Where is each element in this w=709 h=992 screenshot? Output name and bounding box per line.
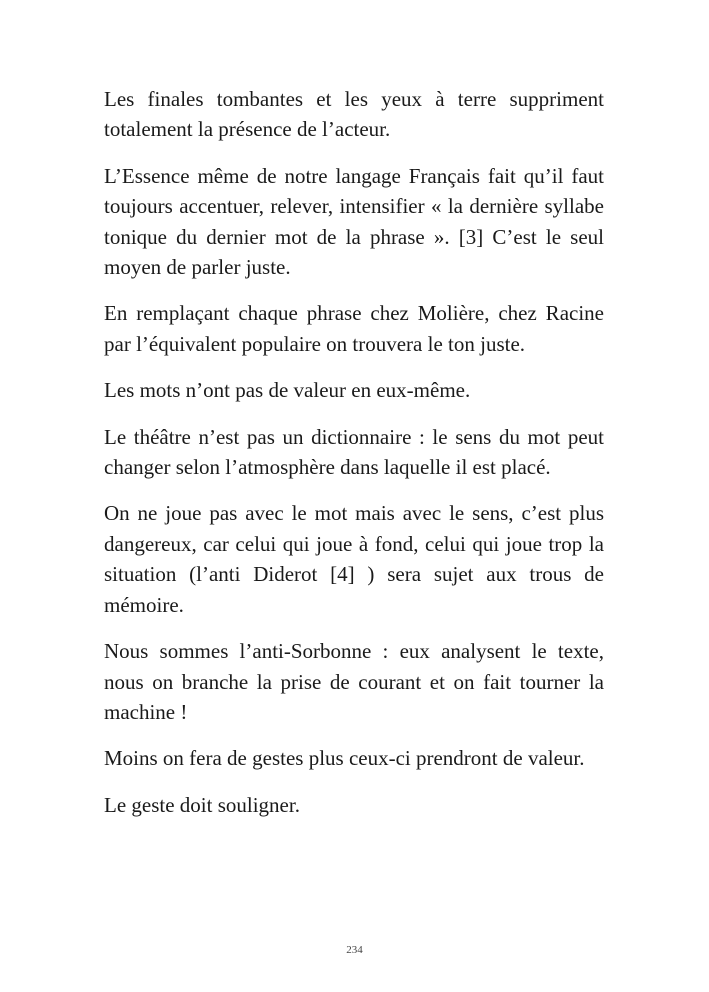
paragraph: Le geste doit souligner.: [104, 792, 300, 817]
paragraph: Le théâtre n’est pas un dictionnaire : le sens du mot peut changer selon l’atmosphère dans laquelle il est placé.: [104, 424, 604, 480]
paragraph: Moins on fera de gestes plus ceux-ci prendront de valeur.: [104, 746, 585, 771]
paragraph: L’Essence même de notre langage Français fait qu’il faut toujours accentuer, relever, intensifier « la dernière syllabe tonique du dernier mot de la phrase ». [3] C’est le seul moyen de parler juste.: [104, 163, 604, 280]
paragraph: On ne joue pas avec le mot mais avec le sens, c’est plus dangereux, car celui qui joue à fond, celui qui joue trop la situation (l’anti Diderot [4] ) sera sujet aux trous de mémoire.: [104, 501, 604, 617]
paragraph: Les mots n’ont pas de valeur en eux-même.: [104, 378, 471, 403]
paragraph: Nous sommes l’anti-Sorbonne : eux analysent le texte, nous on branche la prise de courant et on fait tourner la machine !: [104, 639, 604, 724]
paragraph: Les finales tombantes et les yeux à terre suppriment totalement la présence de l’acteur.: [104, 87, 604, 142]
body-text: [104, 84, 604, 836]
paragraph: En remplaçant chaque phrase chez Molière, chez Racine par l’équivalent populaire on trouvera le ton juste.: [104, 301, 604, 356]
page-number: 234: [346, 944, 363, 956]
